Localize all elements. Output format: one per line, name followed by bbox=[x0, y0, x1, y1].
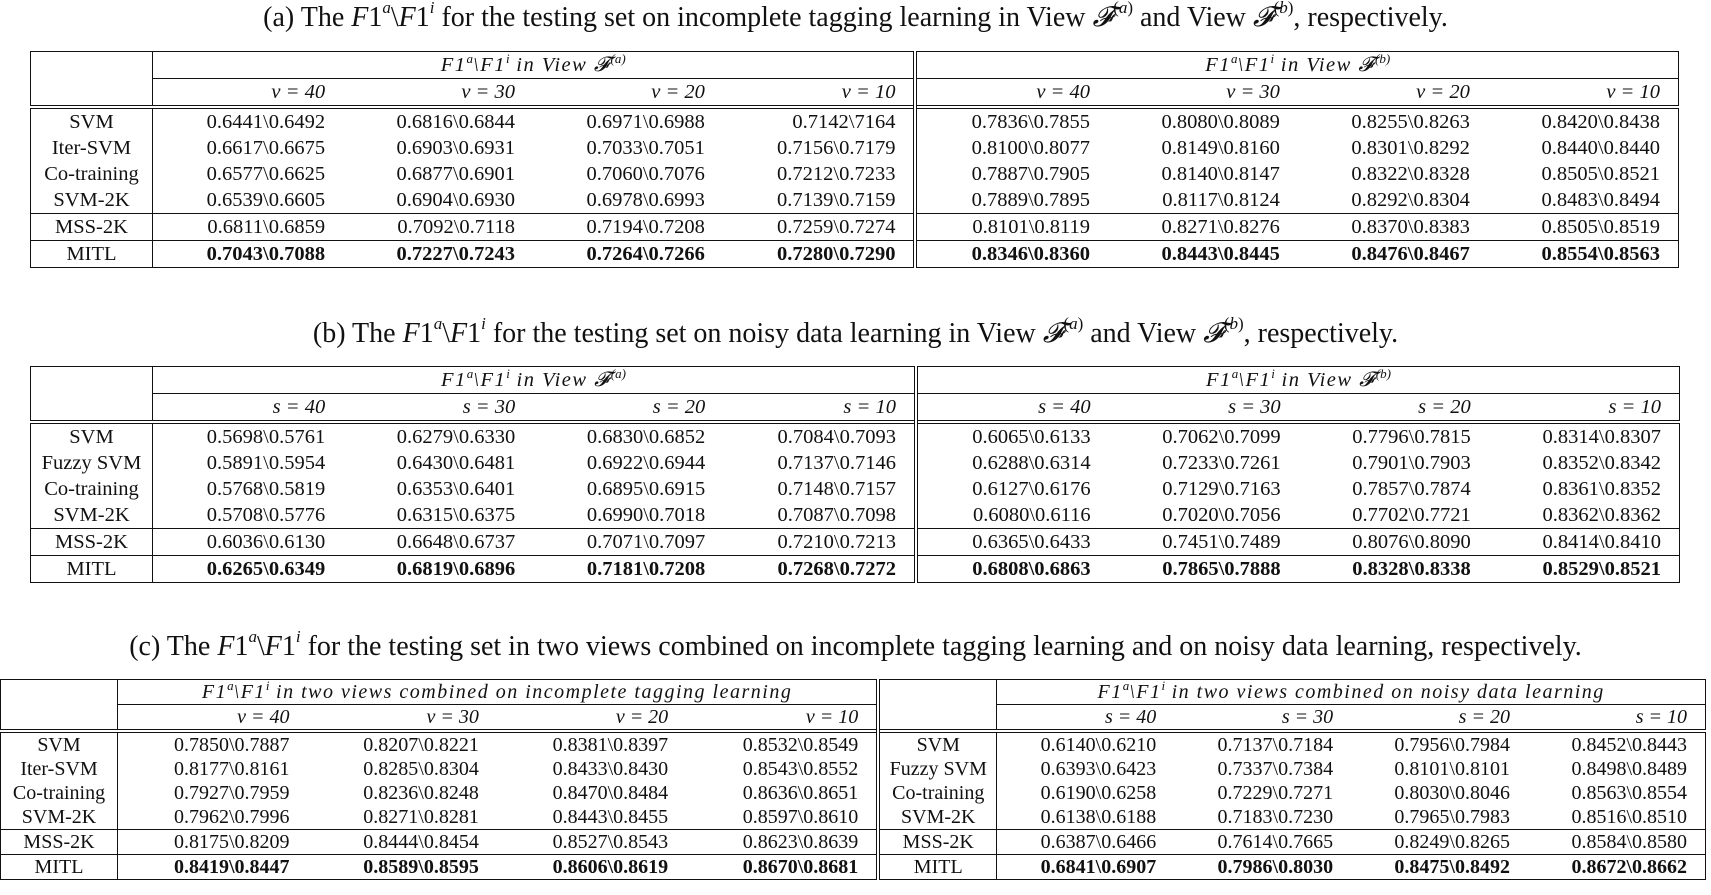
col-header: s = 10 bbox=[1489, 394, 1680, 423]
score-cell: 0.8292\0.8304 bbox=[1351, 188, 1470, 211]
method-name: Co-training bbox=[878, 781, 997, 805]
score-cell: 0.7212\0.7233 bbox=[777, 162, 896, 185]
method-name: MSS-2K bbox=[31, 214, 153, 241]
table-b-group-right: F1$^a$\F1$^i$ in View 𝓕$^{(b)}$ bbox=[916, 367, 1680, 394]
score-cell: 0.6393\0.6423 bbox=[997, 757, 1174, 781]
score-cell: 0.8322\0.8328 bbox=[1351, 162, 1470, 185]
score-cell: 0.6648\0.6737 bbox=[343, 529, 533, 556]
score-cell: 0.8140\0.8147 bbox=[1161, 162, 1280, 185]
score-cell: 0.7836\0.7855 bbox=[915, 107, 1108, 135]
score-cell: 0.7148\0.7157 bbox=[777, 477, 896, 500]
score-cell: 0.7901\0.7903 bbox=[1352, 451, 1471, 474]
score-cell: 0.6841\0.6907 bbox=[997, 855, 1174, 880]
table-row bbox=[31, 241, 1679, 268]
score-cell: 0.8623\0.8639 bbox=[686, 830, 878, 855]
score-cell: 0.7927\0.7959 bbox=[118, 781, 308, 805]
table-c bbox=[0, 679, 1706, 880]
table-row bbox=[31, 187, 1679, 214]
method-name: MSS-2K bbox=[31, 529, 153, 556]
score-cell: 0.8149\0.8160 bbox=[1161, 136, 1280, 159]
score-cell: 0.7194\0.7208 bbox=[533, 214, 723, 241]
score-cell: 0.8527\0.8543 bbox=[497, 830, 686, 855]
score-cell: 0.8381\0.8397 bbox=[497, 731, 686, 757]
score-cell: 0.8328\0.8338 bbox=[1299, 556, 1489, 583]
score-cell: 0.7956\0.7984 bbox=[1351, 731, 1528, 757]
method-name: MSS-2K bbox=[1, 830, 118, 855]
method-name: SVM-2K bbox=[878, 805, 997, 830]
score-cell: 0.6904\0.6930 bbox=[396, 188, 515, 211]
method-name: Fuzzy SVM bbox=[878, 757, 997, 781]
score-cell: 0.8207\0.8221 bbox=[308, 731, 497, 757]
score-cell: 0.6288\0.6314 bbox=[916, 450, 1109, 476]
col-header: v = 10 bbox=[1488, 79, 1679, 108]
score-cell: 0.7264\0.7266 bbox=[533, 241, 723, 268]
col-header: s = 10 bbox=[1528, 705, 1706, 732]
score-cell: 0.6877\0.6901 bbox=[396, 162, 515, 185]
score-cell: 0.7451\0.7489 bbox=[1109, 529, 1299, 556]
score-cell: 0.7857\0.7874 bbox=[1352, 477, 1471, 500]
score-cell: 0.7092\0.7118 bbox=[343, 214, 533, 241]
table-row bbox=[1, 757, 1706, 781]
score-cell: 0.7210\0.7213 bbox=[723, 529, 916, 556]
score-cell: 0.8554\0.8563 bbox=[1488, 241, 1679, 268]
score-cell: 0.6387\0.6466 bbox=[997, 830, 1174, 855]
score-cell: 0.6430\0.6481 bbox=[396, 451, 516, 474]
score-cell: 0.7614\0.7665 bbox=[1174, 830, 1351, 855]
score-cell: 0.8440\0.8440 bbox=[1541, 136, 1660, 159]
table-row bbox=[1, 781, 1706, 805]
score-cell: 0.7259\0.7274 bbox=[723, 214, 916, 241]
score-cell: 0.6808\0.6863 bbox=[916, 556, 1109, 583]
score-cell: 0.8532\0.8549 bbox=[686, 731, 878, 757]
score-cell: 0.8505\0.8521 bbox=[1541, 162, 1660, 185]
col-header: v = 20 bbox=[497, 705, 686, 732]
score-cell: 0.8285\0.8304 bbox=[363, 757, 479, 780]
table-row bbox=[31, 556, 1680, 583]
score-cell: 0.6441\0.6492 bbox=[153, 107, 344, 135]
table-b-group-left: F1$^a$\F1$^i$ in View 𝓕$^{(a)}$ bbox=[153, 367, 916, 394]
table-row bbox=[31, 476, 1680, 502]
score-cell: 0.5698\0.5761 bbox=[153, 422, 344, 450]
score-cell: 0.6138\0.6188 bbox=[997, 805, 1174, 830]
score-cell: 0.8419\0.8447 bbox=[118, 855, 308, 880]
method-name: MITL bbox=[31, 556, 153, 583]
score-cell: 0.8584\0.8580 bbox=[1528, 830, 1706, 855]
score-cell: 0.8352\0.8342 bbox=[1542, 451, 1661, 474]
score-cell: 0.7962\0.7996 bbox=[118, 805, 308, 830]
score-cell: 0.7139\0.7159 bbox=[777, 188, 896, 211]
score-cell: 0.6539\0.6605 bbox=[153, 187, 344, 214]
col-header: s = 10 bbox=[723, 394, 916, 423]
table-row bbox=[1, 830, 1706, 855]
score-cell: 0.8516\0.8510 bbox=[1571, 805, 1687, 828]
col-header: v = 30 bbox=[1108, 79, 1298, 108]
score-cell: 0.8452\0.8443 bbox=[1528, 731, 1706, 757]
score-cell: 0.7337\0.7384 bbox=[1217, 757, 1334, 780]
score-cell: 0.7087\0.7098 bbox=[777, 503, 896, 526]
score-cell: 0.7156\0.7179 bbox=[777, 136, 896, 159]
score-cell: 0.7142\7164 bbox=[723, 107, 916, 135]
col-header: v = 40 bbox=[153, 79, 344, 108]
score-cell: 0.8100\0.8077 bbox=[915, 135, 1108, 161]
score-cell: 0.7020\0.7056 bbox=[1162, 503, 1281, 526]
score-cell: 0.8563\0.8554 bbox=[1571, 781, 1687, 804]
method-name: Fuzzy SVM bbox=[41, 451, 142, 474]
score-cell: 0.6127\0.6176 bbox=[916, 476, 1109, 502]
method-name: SVM-2K bbox=[53, 503, 130, 526]
score-cell: 0.6080\0.6116 bbox=[916, 502, 1109, 529]
score-cell: 0.8271\0.8281 bbox=[363, 805, 479, 828]
score-cell: 0.7183\0.7230 bbox=[1217, 805, 1334, 828]
score-cell: 0.8589\0.8595 bbox=[308, 855, 497, 880]
col-header: v = 30 bbox=[343, 79, 533, 108]
score-cell: 0.8101\0.8101 bbox=[1394, 757, 1510, 780]
col-header: v = 40 bbox=[118, 705, 308, 732]
score-cell: 0.7129\0.7163 bbox=[1162, 477, 1281, 500]
table-row bbox=[31, 161, 1679, 187]
score-cell: 0.7887\0.7905 bbox=[915, 161, 1108, 187]
score-cell: 0.6819\0.6896 bbox=[343, 556, 533, 583]
score-cell: 0.7060\0.7076 bbox=[586, 162, 705, 185]
method-name: SVM bbox=[31, 107, 153, 135]
score-cell: 0.6279\0.6330 bbox=[343, 422, 533, 450]
col-header: s = 20 bbox=[533, 394, 723, 423]
method-name: SVM bbox=[31, 422, 153, 450]
col-header: s = 30 bbox=[343, 394, 533, 423]
score-cell: 0.8301\0.8292 bbox=[1351, 136, 1470, 159]
score-cell: 0.6065\0.6133 bbox=[916, 422, 1109, 450]
col-header: s = 20 bbox=[1351, 705, 1528, 732]
score-cell: 0.8249\0.8265 bbox=[1351, 830, 1528, 855]
score-cell: 0.7796\0.7815 bbox=[1299, 422, 1489, 450]
score-cell: 0.8529\0.8521 bbox=[1489, 556, 1680, 583]
score-cell: 0.6577\0.6625 bbox=[153, 161, 344, 187]
table-row bbox=[1, 731, 1706, 757]
score-cell: 0.7229\0.7271 bbox=[1217, 781, 1334, 804]
method-name: Co-training bbox=[44, 162, 139, 185]
score-cell: 0.8476\0.8467 bbox=[1298, 241, 1488, 268]
score-cell: 0.7043\0.7088 bbox=[153, 241, 344, 268]
score-cell: 0.7268\0.7272 bbox=[723, 556, 916, 583]
score-cell: 0.6190\0.6258 bbox=[997, 781, 1174, 805]
score-cell: 0.8606\0.8619 bbox=[497, 855, 686, 880]
score-cell: 0.8362\0.8362 bbox=[1542, 503, 1661, 526]
score-cell: 0.8414\0.8410 bbox=[1489, 529, 1680, 556]
score-cell: 0.8314\0.8307 bbox=[1489, 422, 1680, 450]
score-cell: 0.6353\0.6401 bbox=[396, 477, 516, 500]
score-cell: 0.8483\0.8494 bbox=[1541, 188, 1660, 211]
table-row bbox=[31, 529, 1680, 556]
method-name: SVM-2K bbox=[21, 805, 97, 828]
score-cell: 0.6036\0.6130 bbox=[153, 529, 344, 556]
score-cell: 0.7889\0.7895 bbox=[915, 187, 1108, 214]
score-cell: 0.8030\0.8046 bbox=[1394, 781, 1510, 804]
table-row bbox=[31, 502, 1680, 529]
score-cell: 0.8498\0.8489 bbox=[1571, 757, 1687, 780]
score-cell: 0.7084\0.7093 bbox=[723, 422, 916, 450]
score-cell: 0.7071\0.7097 bbox=[533, 529, 723, 556]
score-cell: 0.7137\0.7184 bbox=[1174, 731, 1351, 757]
score-cell: 0.5768\0.5819 bbox=[153, 476, 344, 502]
score-cell: 0.6315\0.6375 bbox=[396, 503, 516, 526]
score-cell: 0.6971\0.6988 bbox=[533, 107, 723, 135]
score-cell: 0.8444\0.8454 bbox=[308, 830, 497, 855]
score-cell: 0.6903\0.6931 bbox=[396, 136, 515, 159]
score-cell: 0.8346\0.8360 bbox=[915, 241, 1108, 268]
table-row bbox=[1, 805, 1706, 830]
score-cell: 0.7986\0.8030 bbox=[1174, 855, 1351, 880]
score-cell: 0.7280\0.7290 bbox=[723, 241, 916, 268]
score-cell: 0.7033\0.7051 bbox=[586, 136, 705, 159]
score-cell: 0.6990\0.7018 bbox=[586, 503, 706, 526]
score-cell: 0.8271\0.8276 bbox=[1108, 214, 1298, 241]
caption-a: (a) The F1$^a$\F1$^i$ for the testing set on incomplete tagging learning in View 𝓕$^{(a)}$ and View 𝓕$^{(b)}$, respectively. bbox=[263, 0, 1448, 33]
score-cell: 0.6816\0.6844 bbox=[343, 107, 533, 135]
score-cell: 0.8370\0.8383 bbox=[1298, 214, 1488, 241]
score-cell: 0.8420\0.8438 bbox=[1488, 107, 1679, 135]
table-c-group-right: F1$^a$\F1$^i$ in two views combined on noisy data learning bbox=[997, 680, 1706, 705]
method-name: Co-training bbox=[44, 477, 139, 500]
score-cell: 0.6978\0.6993 bbox=[586, 188, 705, 211]
score-cell: 0.8470\0.8484 bbox=[552, 781, 669, 804]
score-cell: 0.7227\0.7243 bbox=[343, 241, 533, 268]
method-name: MITL bbox=[878, 855, 997, 880]
score-cell: 0.8433\0.8430 bbox=[552, 757, 669, 780]
col-header: s = 40 bbox=[153, 394, 344, 423]
caption-b: (b) The F1$^a$\F1$^i$ for the testing set on noisy data learning in View 𝓕$^{(a)}$ and View 𝓕$^{(b)}$, respectively. bbox=[312, 314, 1399, 349]
col-header: s = 40 bbox=[916, 394, 1109, 423]
table-row bbox=[1, 855, 1706, 880]
score-cell: 0.8597\0.8610 bbox=[742, 805, 859, 828]
method-name: MITL bbox=[1, 855, 118, 880]
score-cell: 0.6265\0.6349 bbox=[153, 556, 344, 583]
score-cell: 0.8101\0.8119 bbox=[915, 214, 1108, 241]
score-cell: 0.8443\0.8445 bbox=[1108, 241, 1298, 268]
col-header: v = 10 bbox=[686, 705, 878, 732]
col-header: v = 30 bbox=[308, 705, 497, 732]
score-cell: 0.8670\0.8681 bbox=[686, 855, 878, 880]
score-cell: 0.6140\0.6210 bbox=[997, 731, 1174, 757]
score-cell: 0.8236\0.8248 bbox=[363, 781, 479, 804]
score-cell: 0.8475\0.8492 bbox=[1351, 855, 1528, 880]
col-header: s = 40 bbox=[997, 705, 1174, 732]
score-cell: 0.6365\0.6433 bbox=[916, 529, 1109, 556]
table-a bbox=[30, 51, 1679, 268]
score-cell: 0.6811\0.6859 bbox=[153, 214, 344, 241]
score-cell: 0.8361\0.8352 bbox=[1542, 477, 1661, 500]
table-b bbox=[30, 366, 1680, 583]
score-cell: 0.8076\0.8090 bbox=[1299, 529, 1489, 556]
score-cell: 0.6617\0.6675 bbox=[153, 135, 344, 161]
table-row bbox=[31, 422, 1680, 450]
score-cell: 0.8636\0.8651 bbox=[742, 781, 859, 804]
method-name: MSS-2K bbox=[878, 830, 997, 855]
score-cell: 0.5708\0.5776 bbox=[153, 502, 344, 529]
score-cell: 0.7137\0.7146 bbox=[777, 451, 896, 474]
score-cell: 0.7062\0.7099 bbox=[1109, 422, 1299, 450]
score-cell: 0.7702\0.7721 bbox=[1352, 503, 1471, 526]
score-cell: 0.8175\0.8209 bbox=[118, 830, 308, 855]
score-cell: 0.8672\0.8662 bbox=[1528, 855, 1706, 880]
method-name: SVM bbox=[1, 731, 118, 757]
col-header: v = 20 bbox=[533, 79, 723, 108]
col-header: s = 20 bbox=[1299, 394, 1489, 423]
score-cell: 0.6830\0.6852 bbox=[533, 422, 723, 450]
score-cell: 0.5891\0.5954 bbox=[153, 450, 344, 476]
score-cell: 0.6922\0.6944 bbox=[586, 451, 706, 474]
table-row bbox=[31, 450, 1680, 476]
score-cell: 0.8443\0.8455 bbox=[552, 805, 669, 828]
method-name: Iter-SVM bbox=[20, 757, 98, 780]
col-header: s = 30 bbox=[1109, 394, 1299, 423]
score-cell: 0.7233\0.7261 bbox=[1162, 451, 1281, 474]
method-name: Co-training bbox=[12, 781, 106, 804]
table-a-group-left: F1$^a$\F1$^i$ in View 𝓕$^{(a)}$ bbox=[153, 52, 916, 79]
col-header: v = 40 bbox=[915, 79, 1108, 108]
table-row bbox=[31, 135, 1679, 161]
method-name: Iter-SVM bbox=[51, 136, 132, 159]
score-cell: 0.8505\0.8519 bbox=[1488, 214, 1679, 241]
score-cell: 0.7865\0.7888 bbox=[1109, 556, 1299, 583]
col-header: v = 20 bbox=[1298, 79, 1488, 108]
score-cell: 0.8543\0.8552 bbox=[742, 757, 859, 780]
table-row bbox=[31, 107, 1679, 135]
score-cell: 0.8177\0.8161 bbox=[118, 757, 308, 781]
caption-c: (c) The F1$^a$\F1$^i$ for the testing set in two views combined on incomplete tagging learning and on noisy data learning, respectively. bbox=[129, 627, 1582, 662]
score-cell: 0.7965\0.7983 bbox=[1394, 805, 1510, 828]
method-name: SVM-2K bbox=[53, 188, 130, 211]
score-cell: 0.7181\0.7208 bbox=[533, 556, 723, 583]
col-header: v = 10 bbox=[723, 79, 916, 108]
table-row bbox=[31, 214, 1679, 241]
col-header: s = 30 bbox=[1174, 705, 1351, 732]
score-cell: 0.7850\0.7887 bbox=[118, 731, 308, 757]
score-cell: 0.8255\0.8263 bbox=[1298, 107, 1488, 135]
table-c-group-left: F1$^a$\F1$^i$ in two views combined on incomplete tagging learning bbox=[118, 680, 879, 705]
table-a-group-right: F1$^a$\F1$^i$ in View 𝓕$^{(b)}$ bbox=[915, 52, 1678, 79]
method-name: SVM bbox=[878, 731, 997, 757]
score-cell: 0.6895\0.6915 bbox=[586, 477, 706, 500]
score-cell: 0.8080\0.8089 bbox=[1108, 107, 1298, 135]
method-name: MITL bbox=[31, 241, 153, 268]
score-cell: 0.8117\0.8124 bbox=[1162, 188, 1280, 211]
